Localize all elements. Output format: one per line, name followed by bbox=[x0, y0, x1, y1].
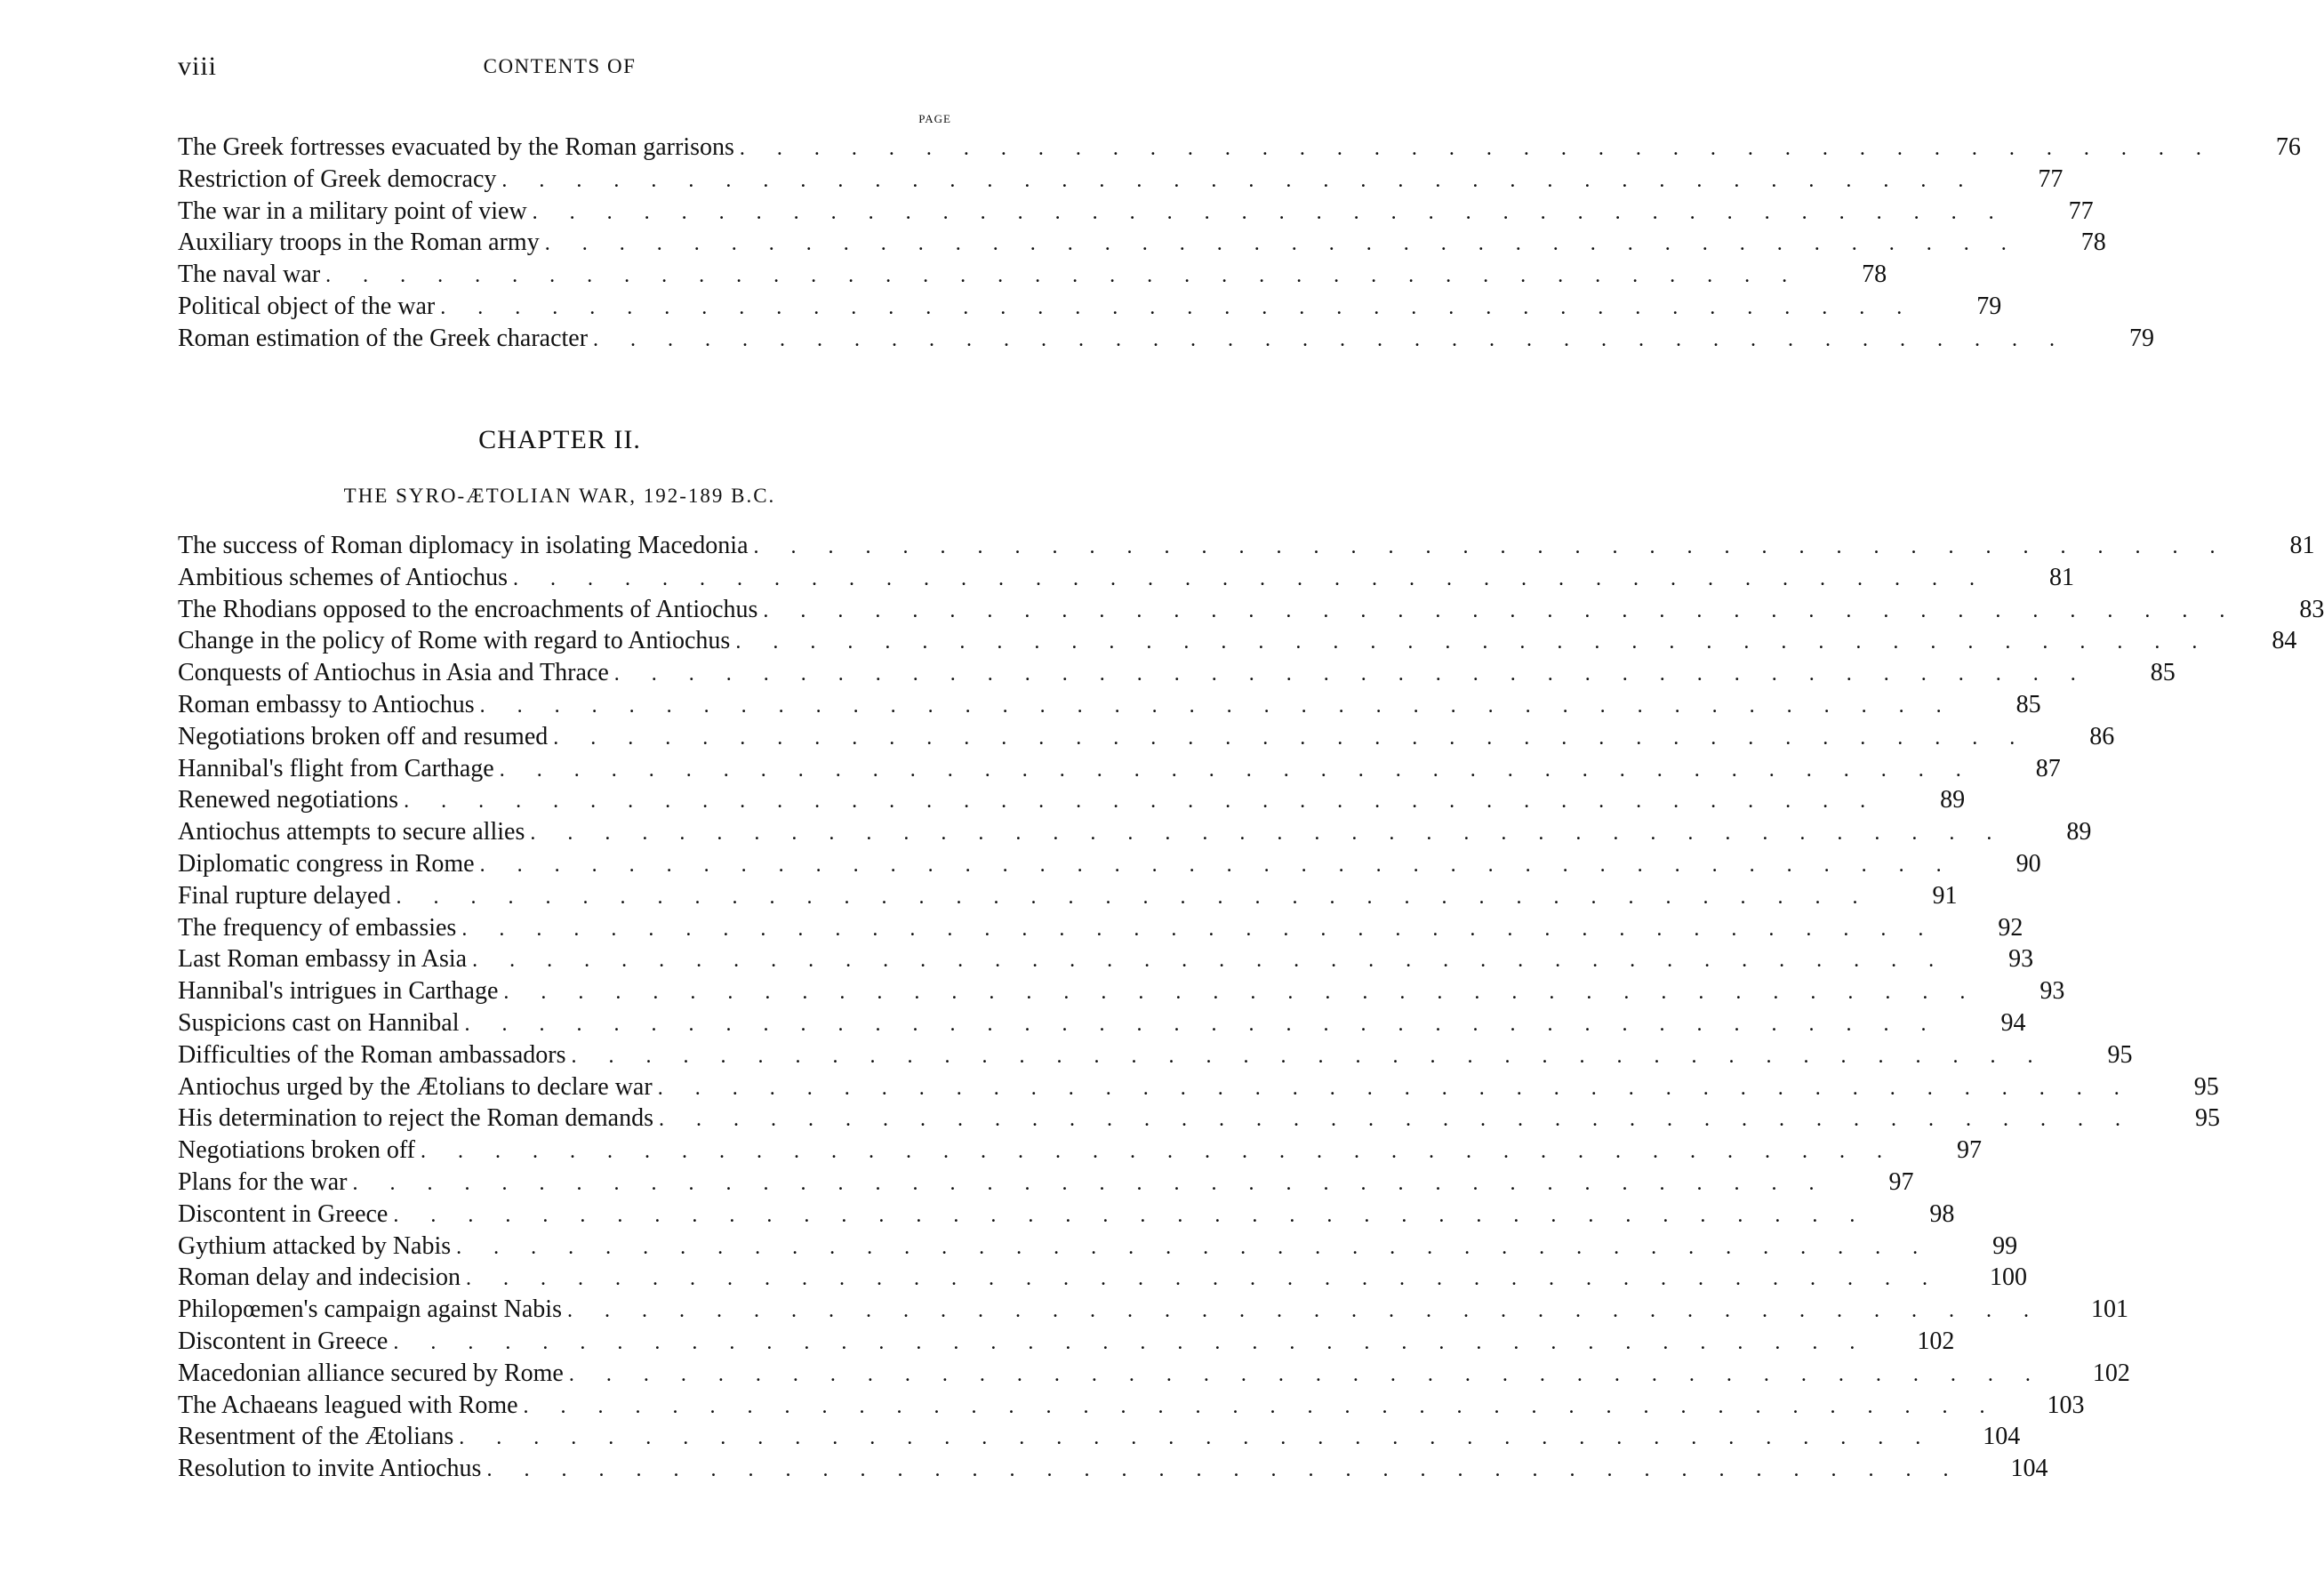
toc-section-chapter-2 bbox=[178, 530, 2324, 1485]
toc-entry-title: The Rhodians opposed to the encroachments of Antiochus bbox=[178, 595, 758, 623]
toc-entry bbox=[178, 657, 2176, 689]
toc-entry-title: Antiochus attempts to secure allies bbox=[178, 818, 525, 846]
toc-entry bbox=[178, 594, 2324, 626]
toc-entry bbox=[178, 912, 2023, 944]
toc-entry bbox=[178, 721, 2115, 753]
toc-entry-title: Change in the policy of Rome with regard to Antiochus bbox=[178, 627, 731, 655]
toc-entry-title: Roman delay and indecision bbox=[178, 1263, 461, 1292]
toc-entry-page-number: 104 bbox=[2010, 1455, 2048, 1483]
toc-entry-page-number: 93 bbox=[2040, 977, 2065, 1006]
toc-entry bbox=[178, 1167, 1914, 1199]
toc-entry-title: The naval war bbox=[178, 261, 321, 289]
dot-leader: ........................................ bbox=[739, 137, 2233, 160]
dot-leader: ........................................ bbox=[393, 1330, 1887, 1354]
dot-leader: ........................................ bbox=[464, 1012, 1959, 1036]
toc-section-chapter-1-tail bbox=[178, 132, 2301, 355]
toc-entry bbox=[178, 880, 1958, 912]
toc-entry bbox=[178, 625, 2297, 657]
dot-leader: ........................................ bbox=[523, 1394, 2017, 1418]
toc-entry-page-number: 95 bbox=[2193, 1072, 2219, 1101]
toc-entry-title: Political object of the war bbox=[178, 292, 436, 320]
toc-entry-title: The Greek fortresses evacuated by the Roman garrisons bbox=[178, 133, 734, 161]
toc-entry-page-number: 89 bbox=[2066, 818, 2092, 846]
toc-entry bbox=[178, 1103, 2220, 1135]
toc-entry bbox=[178, 259, 1887, 291]
toc-entry bbox=[178, 943, 2034, 975]
dot-leader: ........................................ bbox=[735, 630, 2230, 654]
running-title: CONTENTS OF bbox=[483, 55, 637, 77]
toc-entry-page-number: 97 bbox=[1888, 1167, 1914, 1196]
toc-entry bbox=[178, 1071, 2219, 1103]
toc-entry-title: Ambitious schemes of Antiochus bbox=[178, 563, 508, 591]
dot-leader: ........................................ bbox=[479, 694, 1974, 718]
toc-entry-title: The frequency of embassies bbox=[178, 913, 457, 942]
dot-leader: ........................................ bbox=[459, 1426, 1953, 1450]
toc-entry-page-number: 92 bbox=[1998, 913, 2023, 942]
dot-leader: ........................................ bbox=[466, 1267, 1960, 1291]
toc-entry-title: Resolution to invite Antiochus bbox=[178, 1455, 482, 1483]
toc-entry-page-number: 103 bbox=[2047, 1391, 2085, 1419]
toc-entry-page-number: 89 bbox=[1940, 786, 1966, 814]
dot-leader: ........................................ bbox=[571, 1044, 2065, 1068]
toc-entry-page-number: 81 bbox=[2048, 563, 2074, 591]
toc-entry-title: Negotiations broken off and resumed bbox=[178, 722, 549, 750]
toc-entry-title: Last Roman embassy in Asia bbox=[178, 945, 468, 974]
toc-entry-page-number: 99 bbox=[1992, 1231, 2018, 1260]
toc-entry-page-number: 79 bbox=[2129, 324, 2155, 352]
toc-entry-page-number: 98 bbox=[1929, 1199, 1955, 1228]
toc-entry-title: Roman estimation of the Greek character bbox=[178, 324, 589, 352]
chapter-heading: CHAPTER II. bbox=[478, 425, 641, 454]
dot-leader: ........................................ bbox=[499, 758, 1993, 782]
toc-entry bbox=[178, 164, 2064, 196]
dot-leader: ........................................ bbox=[553, 726, 2048, 750]
dot-leader: ........................................ bbox=[393, 1203, 1887, 1227]
dot-leader: ........................................ bbox=[479, 853, 1974, 877]
toc-entry-page-number: 85 bbox=[2015, 690, 2041, 718]
toc-entry bbox=[178, 1453, 2048, 1485]
toc-entry-page-number: 93 bbox=[2008, 945, 2034, 974]
toc-entry-title: Roman embassy to Antiochus bbox=[178, 690, 475, 718]
toc-entry-title: Diplomatic congress in Rome bbox=[178, 849, 475, 878]
toc-entry bbox=[178, 1231, 2018, 1263]
toc-entry-title: Philopœmen's campaign against Nabis bbox=[178, 1295, 562, 1324]
dot-leader: ........................................ bbox=[613, 662, 2108, 686]
dot-leader: ........................................ bbox=[472, 949, 1967, 973]
toc-entry-title: Renewed negotiations bbox=[178, 786, 399, 814]
toc-entry-page-number: 95 bbox=[2107, 1040, 2133, 1069]
toc-entry bbox=[178, 1199, 1955, 1231]
toc-entry bbox=[178, 975, 2065, 1007]
toc-entry bbox=[178, 562, 2074, 594]
dot-leader: ........................................ bbox=[503, 981, 1998, 1005]
dot-leader: ........................................ bbox=[512, 566, 2007, 590]
toc-entry-title: Conquests of Antiochus in Asia and Thrace bbox=[178, 659, 609, 687]
toc-entry bbox=[178, 291, 2002, 323]
toc-entry-title: Final rupture delayed bbox=[178, 881, 391, 910]
toc-entry-page-number: 84 bbox=[2272, 627, 2297, 655]
toc-entry-page-number: 85 bbox=[2150, 659, 2176, 687]
toc-entry bbox=[178, 196, 2094, 228]
dot-leader: ........................................ bbox=[440, 295, 1935, 319]
toc-entry-page-number: 83 bbox=[2299, 595, 2324, 623]
toc-entry bbox=[178, 1007, 2026, 1039]
toc-entry bbox=[178, 848, 2041, 880]
toc-entry-title: Discontent in Greece bbox=[178, 1327, 389, 1355]
dot-leader: ........................................ bbox=[532, 200, 2026, 224]
dot-leader: ........................................ bbox=[593, 327, 2088, 351]
toc-entry bbox=[178, 1135, 1982, 1167]
toc-entry bbox=[178, 753, 2061, 785]
dot-leader: ........................................ bbox=[325, 264, 1820, 288]
toc-entry-title: The success of Roman diplomacy in isolating Macedonia bbox=[178, 532, 749, 559]
toc-entry-title: Hannibal's flight from Carthage bbox=[178, 754, 494, 782]
dot-leader: ........................................ bbox=[501, 168, 1996, 192]
toc-entry-page-number: 86 bbox=[2089, 722, 2115, 750]
toc-entry-page-number: 100 bbox=[1990, 1263, 2028, 1292]
toc-entry-title: The war in a military point of view bbox=[178, 196, 527, 225]
toc-entry-title: Gythium attacked by Nabis bbox=[178, 1231, 452, 1260]
toc-entry bbox=[178, 689, 2041, 721]
dot-leader: ........................................ bbox=[568, 1362, 2063, 1386]
toc-entry bbox=[178, 1390, 2085, 1422]
dot-leader: ........................................ bbox=[566, 1299, 2061, 1323]
toc-entry-title: Negotiations broken off bbox=[178, 1136, 415, 1165]
toc-entry-page-number: 101 bbox=[2090, 1295, 2128, 1324]
dot-leader: ........................................ bbox=[753, 535, 2248, 558]
toc-entry-page-number: 102 bbox=[1917, 1327, 1955, 1355]
dot-leader: ........................................ bbox=[530, 822, 2024, 846]
dot-leader: ........................................ bbox=[456, 1235, 1951, 1259]
toc-entry-page-number: 90 bbox=[2015, 849, 2041, 878]
toc-entry-page-number: 87 bbox=[2035, 754, 2061, 782]
toc-entry-title: Suspicions cast on Hannibal bbox=[178, 1008, 460, 1037]
toc-entry-title: Auxiliary troops in the Roman army bbox=[178, 229, 540, 257]
toc-entry-title: Restriction of Greek democracy bbox=[178, 164, 497, 193]
toc-entry bbox=[178, 1262, 2028, 1294]
dot-leader: ........................................ bbox=[396, 885, 1890, 909]
dot-leader: ........................................ bbox=[352, 1171, 1847, 1195]
toc-entry-page-number: 78 bbox=[1862, 261, 1887, 289]
toc-entry-title: Difficulties of the Roman ambassadors bbox=[178, 1040, 566, 1069]
toc-entry-page-number: 104 bbox=[1983, 1423, 2021, 1451]
toc-entry-page-number: 79 bbox=[1976, 292, 2002, 320]
toc-entry-title: His determination to reject the Roman demands bbox=[178, 1104, 653, 1133]
toc-entry-page-number: 91 bbox=[1932, 881, 1958, 910]
dot-leader: ........................................ bbox=[544, 232, 2039, 256]
toc-entry-page-number: 102 bbox=[2092, 1359, 2130, 1387]
toc-entry bbox=[178, 323, 2155, 355]
toc-entry-title: Hannibal's intrigues in Carthage bbox=[178, 977, 499, 1006]
toc-entry-title: Antiochus urged by the Ætolians to declare war bbox=[178, 1072, 653, 1101]
chapter-subtitle: THE SYRO-ÆTOLIAN WAR, 192-189 B.C. bbox=[343, 485, 776, 507]
dot-leader: ........................................ bbox=[658, 1108, 2152, 1132]
dot-leader: ........................................ bbox=[763, 598, 2257, 622]
toc-entry-title: Macedonian alliance secured by Rome bbox=[178, 1359, 564, 1387]
toc-entry-page-number: 76 bbox=[2275, 133, 2301, 161]
dot-leader: ........................................ bbox=[461, 917, 1956, 941]
toc-entry-page-number: 94 bbox=[2000, 1008, 2026, 1037]
toc-entry-title: Discontent in Greece bbox=[178, 1199, 389, 1228]
dot-leader: ........................................ bbox=[657, 1076, 2152, 1100]
dot-leader: ........................................ bbox=[420, 1140, 1914, 1164]
toc-entry bbox=[178, 530, 2315, 562]
toc-entry bbox=[178, 784, 1966, 816]
toc-entry bbox=[178, 1039, 2133, 1071]
toc-entry bbox=[178, 1421, 2021, 1453]
toc-entry bbox=[178, 132, 2301, 164]
toc-entry bbox=[178, 227, 2106, 259]
page-column-label: PAGE bbox=[918, 112, 951, 125]
toc-entry bbox=[178, 1294, 2128, 1326]
toc-entry-page-number: 78 bbox=[2080, 229, 2106, 257]
toc-entry-page-number: 95 bbox=[2194, 1104, 2220, 1133]
page-folio: viii bbox=[178, 52, 218, 81]
toc-entry-title: Resentment of the Ætolians bbox=[178, 1423, 454, 1451]
toc-entry bbox=[178, 1326, 1955, 1358]
toc-entry-page-number: 81 bbox=[2289, 532, 2315, 559]
toc-entry-title: Plans for the war bbox=[178, 1167, 348, 1196]
dot-leader: ........................................ bbox=[404, 790, 1898, 814]
toc-entry-title: The Achaeans leagued with Rome bbox=[178, 1391, 518, 1419]
running-head bbox=[0, 52, 1119, 87]
toc-entry bbox=[178, 1358, 2130, 1390]
toc-entry-page-number: 77 bbox=[2038, 164, 2064, 193]
dot-leader: ........................................ bbox=[486, 1458, 1981, 1482]
toc-entry-page-number: 97 bbox=[1956, 1136, 1982, 1165]
toc-entry bbox=[178, 816, 2092, 848]
toc-entry-page-number: 77 bbox=[2068, 196, 2094, 225]
